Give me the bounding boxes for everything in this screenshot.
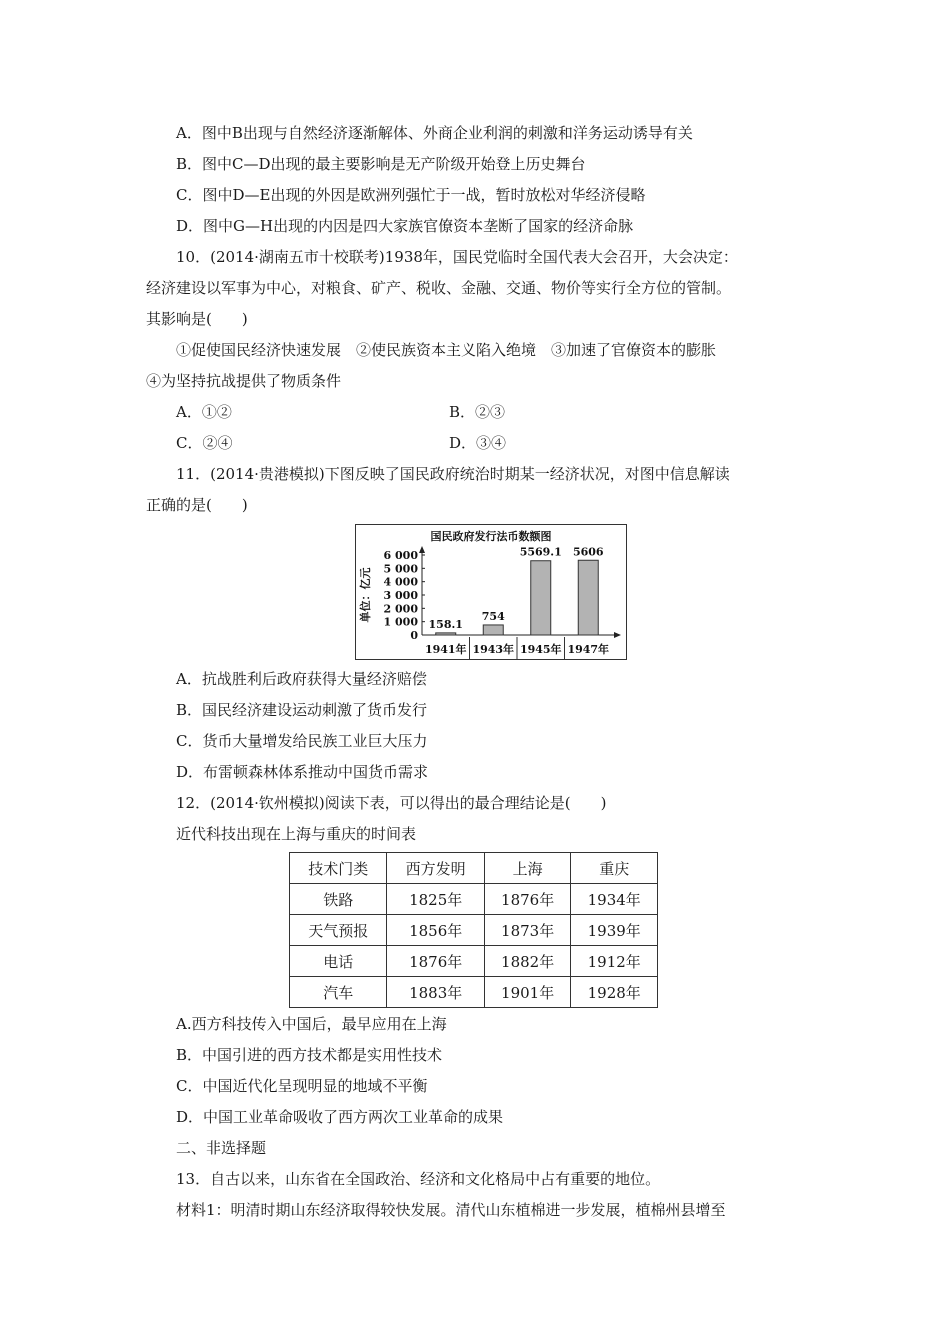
q10-option-c: C．②④ (176, 434, 233, 452)
q11-option-b: B．国民经济建设运动刺激了货币发行 (176, 701, 428, 719)
y-tick-label: 3 000 (383, 589, 418, 602)
table-row (290, 915, 658, 946)
table-cell: 1876年 (484, 884, 571, 915)
table-row (290, 977, 658, 1008)
table-header-cell: 西方发明 (387, 853, 484, 884)
y-tick-label: 0 (410, 629, 418, 642)
q9-option-a: A．图中B出现与自然经济逐渐解体、外商企业利润的刺激和洋务运动诱导有关 (176, 124, 693, 142)
bar (578, 560, 598, 635)
q12-option-b: B．中国引进的西方技术都是实用性技术 (176, 1046, 443, 1064)
x-axis-arrow (614, 632, 621, 638)
table-cell: 1883年 (387, 977, 484, 1008)
q10-option-a: A．①② (176, 403, 232, 421)
bar-value-label: 158.1 (428, 617, 463, 631)
bar-value-label: 754 (481, 609, 505, 623)
x-tick-label: 1945年 (519, 643, 562, 656)
chart-title: 国民政府发行法币数额图 (430, 530, 552, 543)
q10-items-line2: ④为坚持抗战提供了物质条件 (146, 372, 342, 390)
table-header-cell: 重庆 (571, 853, 658, 884)
x-tick-label: 1947年 (567, 643, 610, 656)
table-cell: 汽车 (290, 977, 387, 1008)
x-tick-label: 1943年 (472, 643, 515, 656)
q9-option-b: B．图中C—D出现的最主要影响是无产阶级开始登上历史舞台 (176, 155, 586, 173)
q11-option-c: C．货币大量增发给民族工业巨大压力 (176, 732, 428, 750)
q12-stem: 12．(2014·钦州模拟)阅读下表，可以得出的最合理结论是( ) (176, 794, 607, 812)
q11-stem-line1: 11．(2014·贵港模拟)下图反映了国民政府统治时期某一经济状况，对图中信息解读 (176, 465, 730, 483)
y-tick-label: 2 000 (383, 602, 418, 616)
q10-items-line1: ①促使国民经济快速发展 ②使民族资本主义陷入绝境 ③加速了官僚资本的膨胀 (176, 341, 717, 359)
x-tick-label: 1941年 (424, 643, 467, 656)
bar (531, 561, 551, 635)
table-cell: 铁路 (290, 884, 387, 915)
table-cell: 1825年 (387, 884, 484, 915)
q10-option-b: B．②③ (449, 403, 506, 421)
chart-svg (356, 525, 626, 659)
q10-stem-line1: 10．(2014·湖南五市十校联考)1938年，国民党临时全国代表大会召开，大会决定： (176, 248, 738, 266)
q10-stem-line2: 经济建设以军事为中心，对粮食、矿产、税收、金融、交通、物价等实行全方位的管制。 (146, 279, 732, 297)
table-cell: 天气预报 (290, 915, 387, 946)
table-cell: 1901年 (484, 977, 571, 1008)
table-cell: 1934年 (571, 884, 658, 915)
q11-option-a: A．抗战胜利后政府获得大量经济赔偿 (176, 670, 427, 688)
q10-option-d: D．③④ (449, 434, 507, 452)
y-axis-arrow (419, 546, 425, 553)
table-row (290, 884, 658, 915)
q12-option-c: C．中国近代化呈现明显的地域不平衡 (176, 1077, 428, 1095)
currency-issuance-chart (355, 524, 627, 660)
material-1: 材料1：明清时期山东经济取得较快发展。清代山东植棉进一步发展，植棉州县增至 (176, 1201, 726, 1219)
table-cell: 1928年 (571, 977, 658, 1008)
table-header-row (290, 853, 658, 884)
y-tick-label: 6 000 (383, 549, 418, 562)
q9-option-c: C．图中D—E出现的外因是欧洲列强忙于一战，暂时放松对华经济侵略 (176, 186, 646, 204)
q12-table-title: 近代科技出现在上海与重庆的时间表 (176, 825, 417, 843)
table-cell: 1873年 (484, 915, 571, 946)
q9-option-d: D．图中G—H出现的内因是四大家族官僚资本垄断了国家的经济命脉 (176, 217, 634, 235)
table-cell: 电话 (290, 946, 387, 977)
table-row (290, 946, 658, 977)
table-header-cell: 技术门类 (290, 853, 387, 884)
q11-option-d: D．布雷顿森林体系推动中国货币需求 (176, 763, 429, 781)
q10-stem-line3: 其影响是( ) (146, 310, 248, 328)
y-tick-label: 1 000 (383, 615, 418, 629)
section-heading: 二、非选择题 (176, 1139, 267, 1157)
q12-option-d: D．中国工业革命吸收了西方两次工业革命的成果 (176, 1108, 504, 1126)
table-cell: 1912年 (571, 946, 658, 977)
table-cell: 1876年 (387, 946, 484, 977)
bar (483, 625, 503, 635)
y-tick-label: 5 000 (383, 562, 418, 576)
y-tick-label: 4 000 (383, 575, 418, 589)
q11-stem-line2: 正确的是( ) (146, 496, 248, 514)
table-cell: 1856年 (387, 915, 484, 946)
bar-value-label: 5606 (572, 545, 604, 559)
table-header-cell: 上海 (484, 853, 571, 884)
table-cell: 1882年 (484, 946, 571, 977)
bar (436, 633, 456, 635)
bar-value-label: 5569.1 (519, 545, 562, 559)
table-cell: 1939年 (571, 915, 658, 946)
q13-stem: 13．自古以来，山东省在全国政治、经济和文化格局中占有重要的地位。 (176, 1170, 661, 1188)
q12-option-a: A.西方科技传入中国后，最早应用在上海 (176, 1015, 447, 1033)
y-axis-label: 单位：亿元 (359, 567, 372, 623)
tech-timeline-table (289, 852, 658, 1008)
